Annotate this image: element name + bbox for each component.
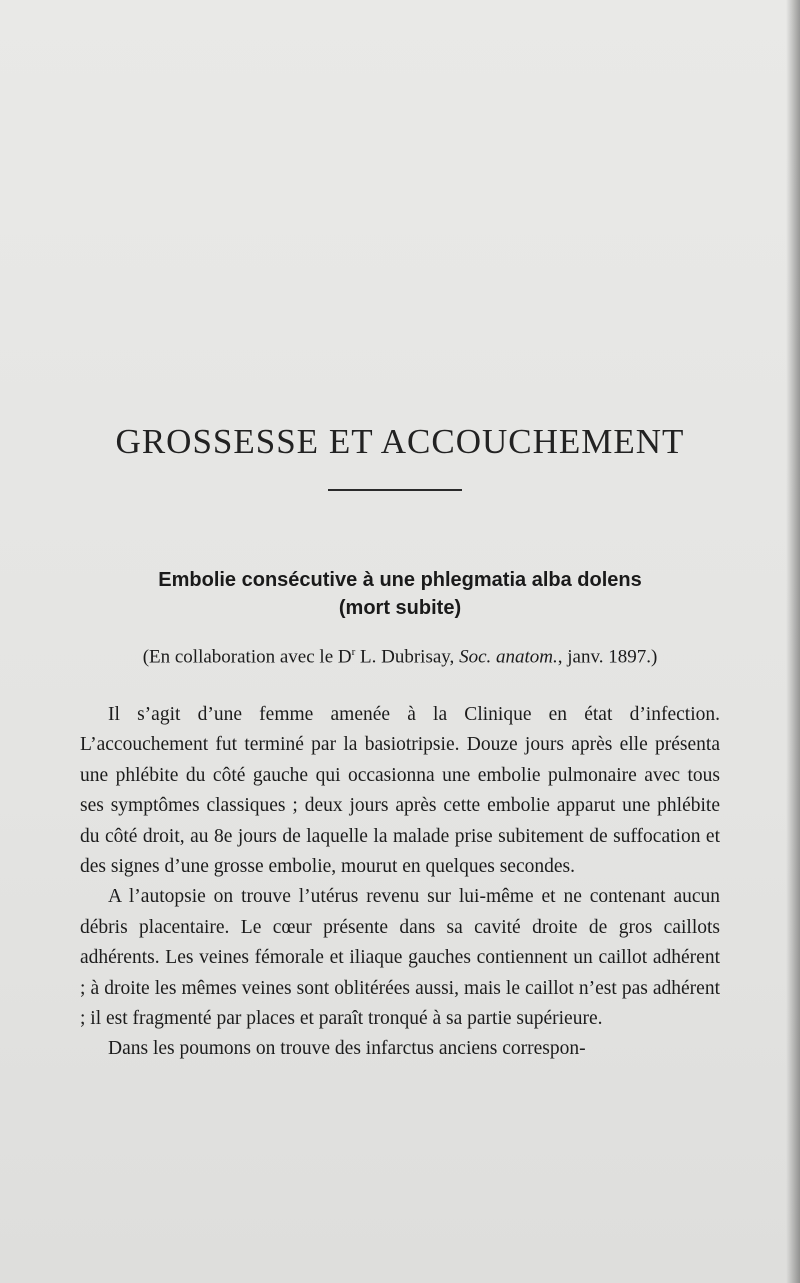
citation-superscript: r <box>351 646 356 658</box>
body-paragraph-1: Il s’agit d’une femme amenée à la Clinique en état d’infection. L’accouchement fut terminé par la basiotripsie. Douze jours après elle présenta une phlébite du côté gauche qui occasionna une embolie pulmonaire avec tous ses symptômes classiques ; deux jours après cette embolie apparut une phlébite du côté droit, au 8e jours de laquelle la malade prise subitement de suffocation et des signes d’une grosse embolie, mourut en quelques secondes. <box>80 704 720 878</box>
article-title-line-2: (mort subite) <box>338 597 462 619</box>
title-separator-rule <box>328 489 462 491</box>
citation-prefix: (En collaboration avec le D <box>142 646 352 668</box>
body-paragraph-3: Dans les poumons on trouve des infarctus anciens correspon- <box>108 1038 586 1060</box>
article-citation <box>80 639 720 670</box>
citation-author: L. Dubrisay, <box>355 646 460 668</box>
page-edge-shadow <box>786 0 800 1283</box>
article-title <box>70 566 730 622</box>
article-body <box>80 700 720 1065</box>
citation-journal: Soc. anatom. <box>459 646 558 668</box>
citation-date: , janv. 1897.) <box>557 646 658 668</box>
chapter-title: GROSSESSE ET ACCOUCHEMENT <box>115 422 685 461</box>
body-paragraph-2: A l’autopsie on trouve l’utérus revenu sur lui-même et ne contenant aucun débris placentaire. Le cœur présente dans sa cavité droite de gros caillots adhérents. Les veines fémorale et iliaque gauches contiennent un caillot adhérent ; à droite les mêmes veines sont oblitérées aussi, mais le caillot n’est pas adhérent ; il est fragmenté par places et paraît tronqué à sa partie supérieure. <box>80 886 720 1030</box>
article-title-line-1: Embolie consécutive à une phlegmatia alba dolens <box>158 569 642 591</box>
